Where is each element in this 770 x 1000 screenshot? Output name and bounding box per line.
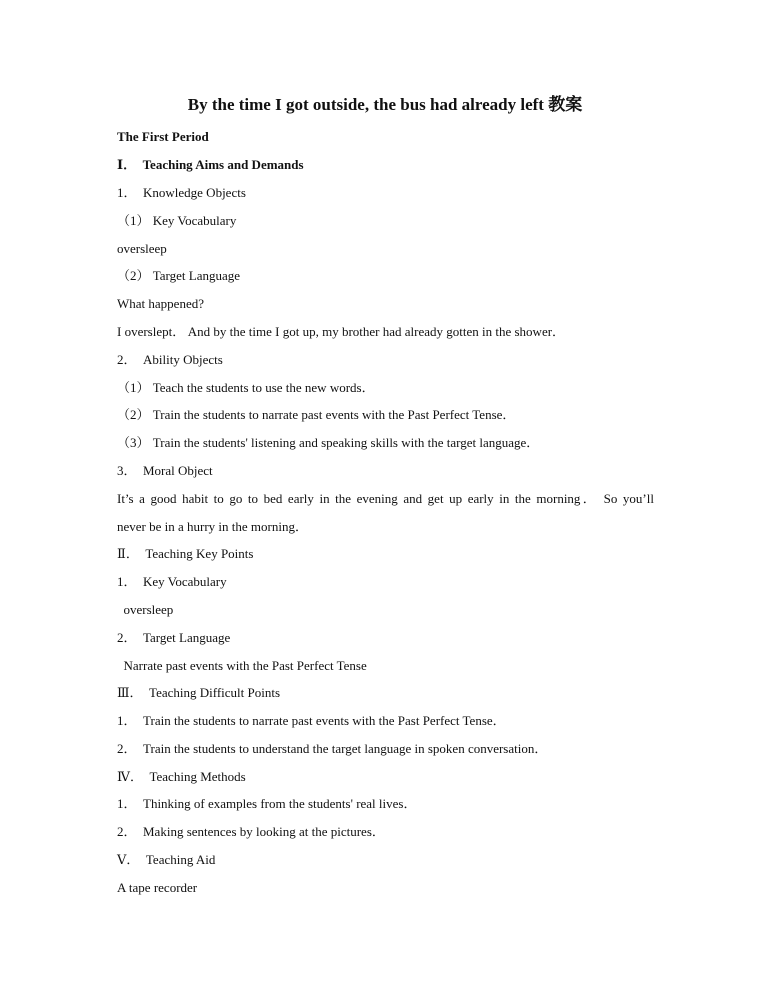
ability-item-1: （1） Teach the students to use the new words．: [117, 380, 375, 395]
vocabulary-word: oversleep: [117, 241, 167, 256]
subheading-knowledge-objects: 1． Knowledge Objects: [117, 185, 246, 200]
key-points-item-2: 2． Target Language: [117, 630, 231, 645]
item-key-vocabulary: （1） Key Vocabulary: [117, 213, 237, 228]
section-heading-aims: Ⅰ． Teaching Aims and Demands: [117, 157, 304, 172]
section-heading-key-points: Ⅱ． Teaching Key Points: [117, 546, 254, 561]
methods-item-2: 2． Making sentences by looking at the pictures．: [117, 824, 385, 839]
moral-paragraph-line-1: It’s a good habit to go to bed early in the evening and get up early in the morning． So you’ll: [117, 491, 654, 506]
section-heading-methods: Ⅳ． Teaching Methods: [117, 769, 246, 784]
ability-item-3: （3） Train the students' listening and speaking skills with the target language．: [117, 435, 540, 450]
section-heading-difficult-points: Ⅲ． Teaching Difficult Points: [117, 685, 281, 700]
example-question: What happened?: [117, 296, 204, 311]
document-title: By the time I got outside, the bus had already left 教案: [187, 95, 583, 114]
subheading-ability-objects: 2． Ability Objects: [117, 352, 223, 367]
moral-paragraph-line-2: never be in a hurry in the morning．: [117, 519, 308, 534]
example-answer: I overslept． And by the time I got up, my brother had already gotten in the shower．: [117, 324, 566, 339]
period-heading: The First Period: [117, 129, 209, 144]
ability-item-2: （2） Train the students to narrate past events with the Past Perfect Tense．: [117, 407, 516, 422]
key-points-item-1: 1． Key Vocabulary: [117, 574, 227, 589]
aid-item: A tape recorder: [117, 880, 198, 895]
key-points-language: Narrate past events with the Past Perfect Tense: [117, 658, 367, 673]
subheading-moral-object: 3． Moral Object: [117, 463, 213, 478]
item-target-language: （2） Target Language: [117, 268, 241, 283]
methods-item-1: 1． Thinking of examples from the students' real lives．: [117, 796, 417, 811]
section-heading-aid: Ⅴ． Teaching Aid: [117, 852, 216, 867]
key-points-vocabulary: oversleep: [117, 602, 174, 617]
difficult-points-item-2: 2． Train the students to understand the target language in spoken conversation．: [117, 741, 548, 756]
difficult-points-item-1: 1． Train the students to narrate past events with the Past Perfect Tense．: [117, 713, 506, 728]
